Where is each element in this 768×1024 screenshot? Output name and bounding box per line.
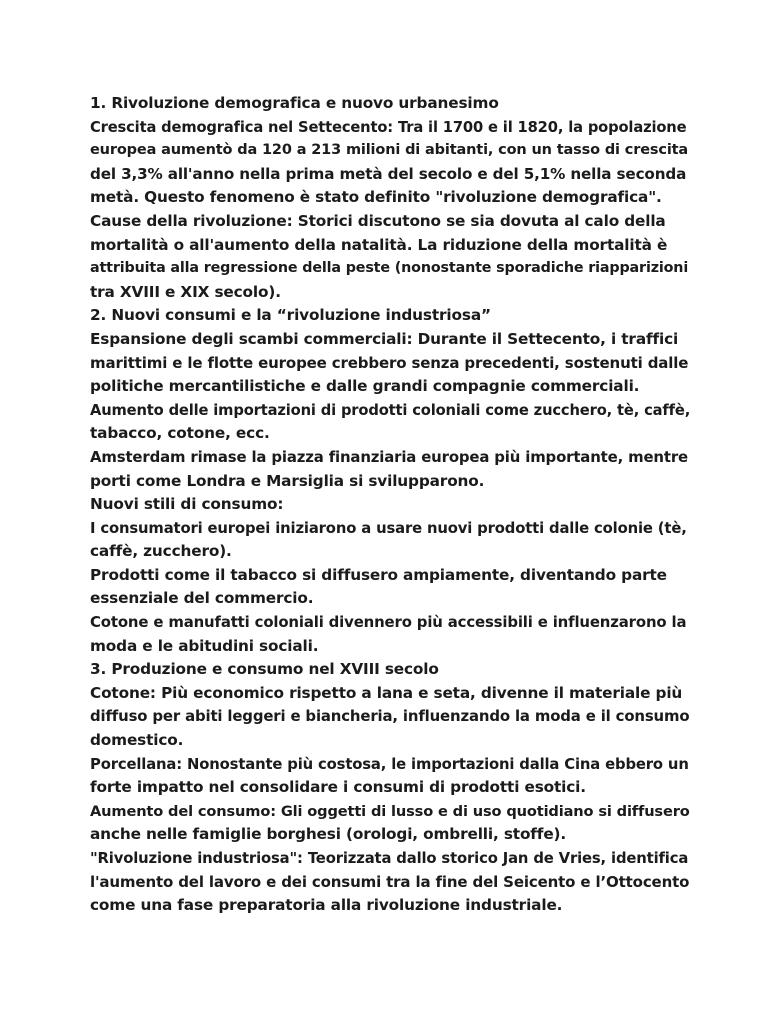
- text-line: tra XVIII e XIX secolo).: [90, 282, 281, 301]
- text-line: europea aumentò da 120 a 213 milioni di abitanti, con un tasso di crescita: [90, 142, 689, 159]
- text-line: moda e le abitudini sociali.: [90, 636, 319, 655]
- text-line: anche nelle famiglie borghesi (orologi, ombrelli, stoffe).: [90, 825, 567, 844]
- text-line: forte impatto nel consolidare i consumi di prodotti esotici.: [90, 778, 586, 797]
- text-line: mortalità o all'aumento della natalità. La riduzione della mortalità è: [90, 235, 668, 254]
- text-line: politiche mercantilistiche e dalle grandi compagnie commerciali.: [90, 377, 640, 396]
- heading-section-1: 1. Rivoluzione demografica e nuovo urbanesimo: [90, 94, 499, 112]
- text-line: Cotone e manufatti coloniali divennero più accessibili e influenzarono la: [90, 613, 687, 632]
- text-line: I consumatori europei iniziarono a usare nuovi prodotti dalle colonie (tè,: [90, 519, 687, 537]
- text-line: tabacco, cotone, ecc.: [90, 424, 270, 443]
- text-line: Aumento delle importazioni di prodotti coloniali come zucchero, tè, caffè,: [90, 401, 691, 419]
- text-line: caffè, zucchero).: [90, 542, 232, 561]
- text-line: "Rivoluzione industriosa": Teorizzata dallo storico Jan de Vries, identifica: [90, 850, 689, 867]
- text-line: l'aumento del lavoro e dei consumi tra la fine del Seicento e l’Ottocento: [90, 872, 690, 891]
- text-line: Porcellana: Nonostante più costosa, le importazioni dalla Cina ebbero un: [90, 755, 689, 773]
- text-line: Cotone: Più economico rispetto a lana e seta, divenne il materiale più: [90, 683, 683, 702]
- heading-section-2: 2. Nuovi consumi e la “rivoluzione industriosa”: [90, 306, 491, 325]
- text-line: attribuita alla regressione della peste (nonostante sporadiche riapparizioni: [90, 260, 689, 277]
- text-line: porti come Londra e Marsiglia si svilupparono.: [90, 471, 485, 490]
- text-line: Cause della rivoluzione: Storici discutono se sia dovuta al calo della: [90, 211, 666, 230]
- text-line: diffuso per abiti leggeri e biancheria, influenzando la moda e il consumo: [90, 707, 690, 726]
- text-line: Espansione degli scambi commerciali: Durante il Settecento, i traffici: [90, 329, 679, 348]
- text-line: essenziale del commercio.: [90, 589, 314, 608]
- text-line: Amsterdam rimase la piazza finanziaria europea più importante, mentre: [90, 447, 688, 466]
- text-line: del 3,3% all'anno nella prima metà del secolo e del 5,1% nella seconda: [90, 164, 687, 183]
- text-line: Crescita demografica nel Settecento: Tra il 1700 e il 1820, la popolazione: [90, 118, 687, 136]
- text-line: marittimi e le flotte europee crebbero senza precedenti, sostenuti dalle: [90, 353, 689, 372]
- text-line: domestico.: [90, 731, 184, 750]
- text-line: Nuovi stili di consumo:: [90, 495, 284, 514]
- text-line: Prodotti come il tabacco si diffusero ampiamente, diventando parte: [90, 565, 667, 584]
- text-line: Aumento del consumo: Gli oggetti di lusso e di uso quotidiano si diffusero: [90, 802, 690, 820]
- text-line: metà. Questo fenomeno è stato definito "rivoluzione demografica".: [90, 188, 662, 207]
- document-body: [90, 92, 690, 918]
- heading-section-3: 3. Produzione e consumo nel XVIII secolo: [90, 660, 439, 679]
- text-line: come una fase preparatoria alla rivoluzione industriale.: [90, 896, 563, 915]
